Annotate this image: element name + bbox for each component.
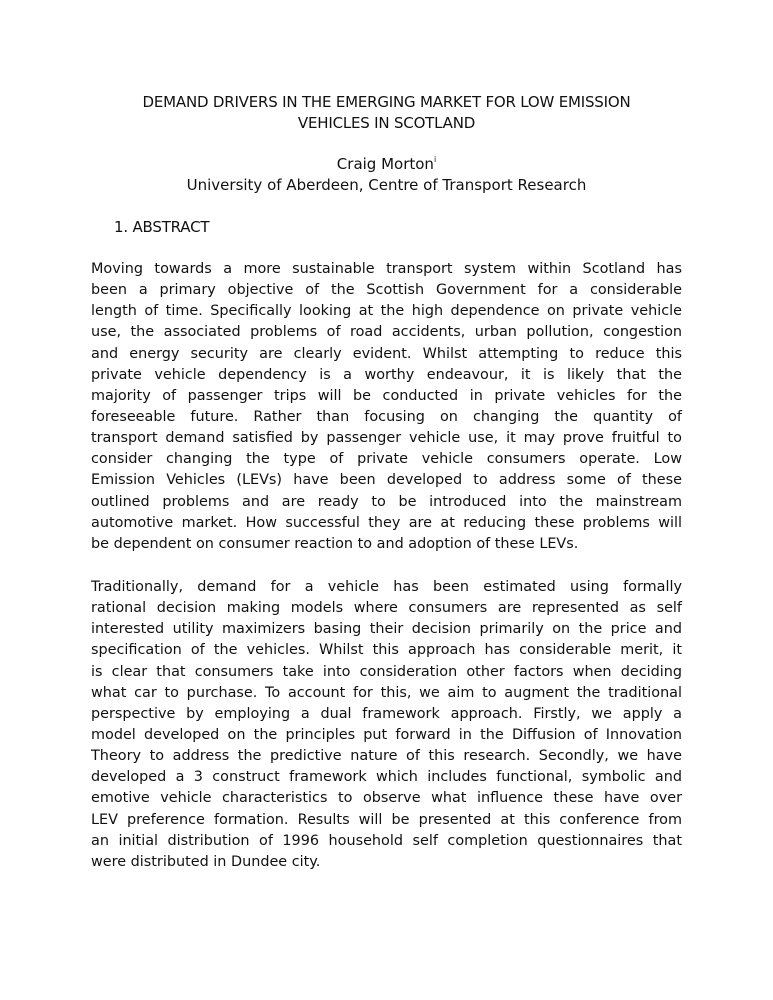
text-line: developed a 3 construct framework which includes functional, symbolic and [91,769,682,786]
text-line: use, the associated problems of road accidents, urban pollution, congestion [91,324,682,341]
text-line: rational decision making models where consumers are represented as self [91,600,682,617]
text-line: consider changing the type of private vehicle consumers operate. Low [91,451,682,468]
text-line: Traditionally, demand for a vehicle has been estimated using formally [91,579,682,595]
text-line: emotive vehicle characteristics to observe what influence these have over [91,790,682,807]
paper-title [80,92,693,134]
text-line: perspective by employing a dual framework approach. Firstly, we apply a [91,705,682,722]
section-heading-abstract: 1. ABSTRACT [114,218,210,236]
text-line: interested utility maximizers basing their decision primarily on the price and [91,621,682,638]
text-line: model developed on the principles put forward in the Diffusion of Innovation [91,726,682,743]
text-line: been a primary objective of the Scottish Government for a considerable [91,282,682,299]
text-line: outlined problems and are ready to be introduced into the mainstream [91,493,682,510]
text-line: majority of passenger trips will be conducted in private vehicles for the [91,387,682,404]
paper-title-line: DEMAND DRIVERS IN THE EMERGING MARKET FOR LOW EMISSION [142,93,631,111]
text-line: automotive market. How successful they are at reducing these problems will [91,514,682,531]
abstract-paragraph-2 [91,577,682,873]
text-line: length of time. Specifically looking at the high dependence on private vehicle [91,303,682,320]
text-line: private vehicle dependency is a worthy endeavour, it is likely that the [91,366,682,383]
text-line: Moving towards a more sustainable transport system within Scotland has [91,261,682,277]
text-line: foreseeable future. Rather than focusing on changing the quantity of [91,408,682,425]
author-footnote-marker: i [433,155,437,164]
text-line: LEV preference formation. Results will be presented at this conference from [91,811,682,828]
author-affiliation: University of Aberdeen, Centre of Transport Research [186,176,587,194]
author-name [80,154,693,175]
text-line: what car to purchase. To account for this, we aim to augment the traditional [91,684,682,701]
text-line: and energy security are clearly evident. Whilst attempting to reduce this [91,345,682,362]
author-name-text: Craig Morton [336,155,434,173]
text-line: specification of the vehicles. Whilst this approach has considerable merit, it [91,642,682,659]
paper-title-line: VEHICLES IN SCOTLAND [297,114,476,132]
text-line: an initial distribution of 1996 household self completion questionnaires that [91,832,682,849]
text-line: Theory to address the predictive nature of this research. Secondly, we have [91,748,682,765]
text-line: Emission Vehicles (LEVs) have been developed to address some of these [91,472,682,489]
text-line: transport demand satisfied by passenger vehicle use, it may prove fruitful to [91,430,682,447]
text-line: were distributed in Dundee city. [91,853,321,870]
text-line: be dependent on consumer reaction to and adoption of these LEVs. [91,535,579,552]
text-line: is clear that consumers take into consideration other factors when deciding [91,663,682,680]
abstract-paragraph-1 [91,259,682,555]
